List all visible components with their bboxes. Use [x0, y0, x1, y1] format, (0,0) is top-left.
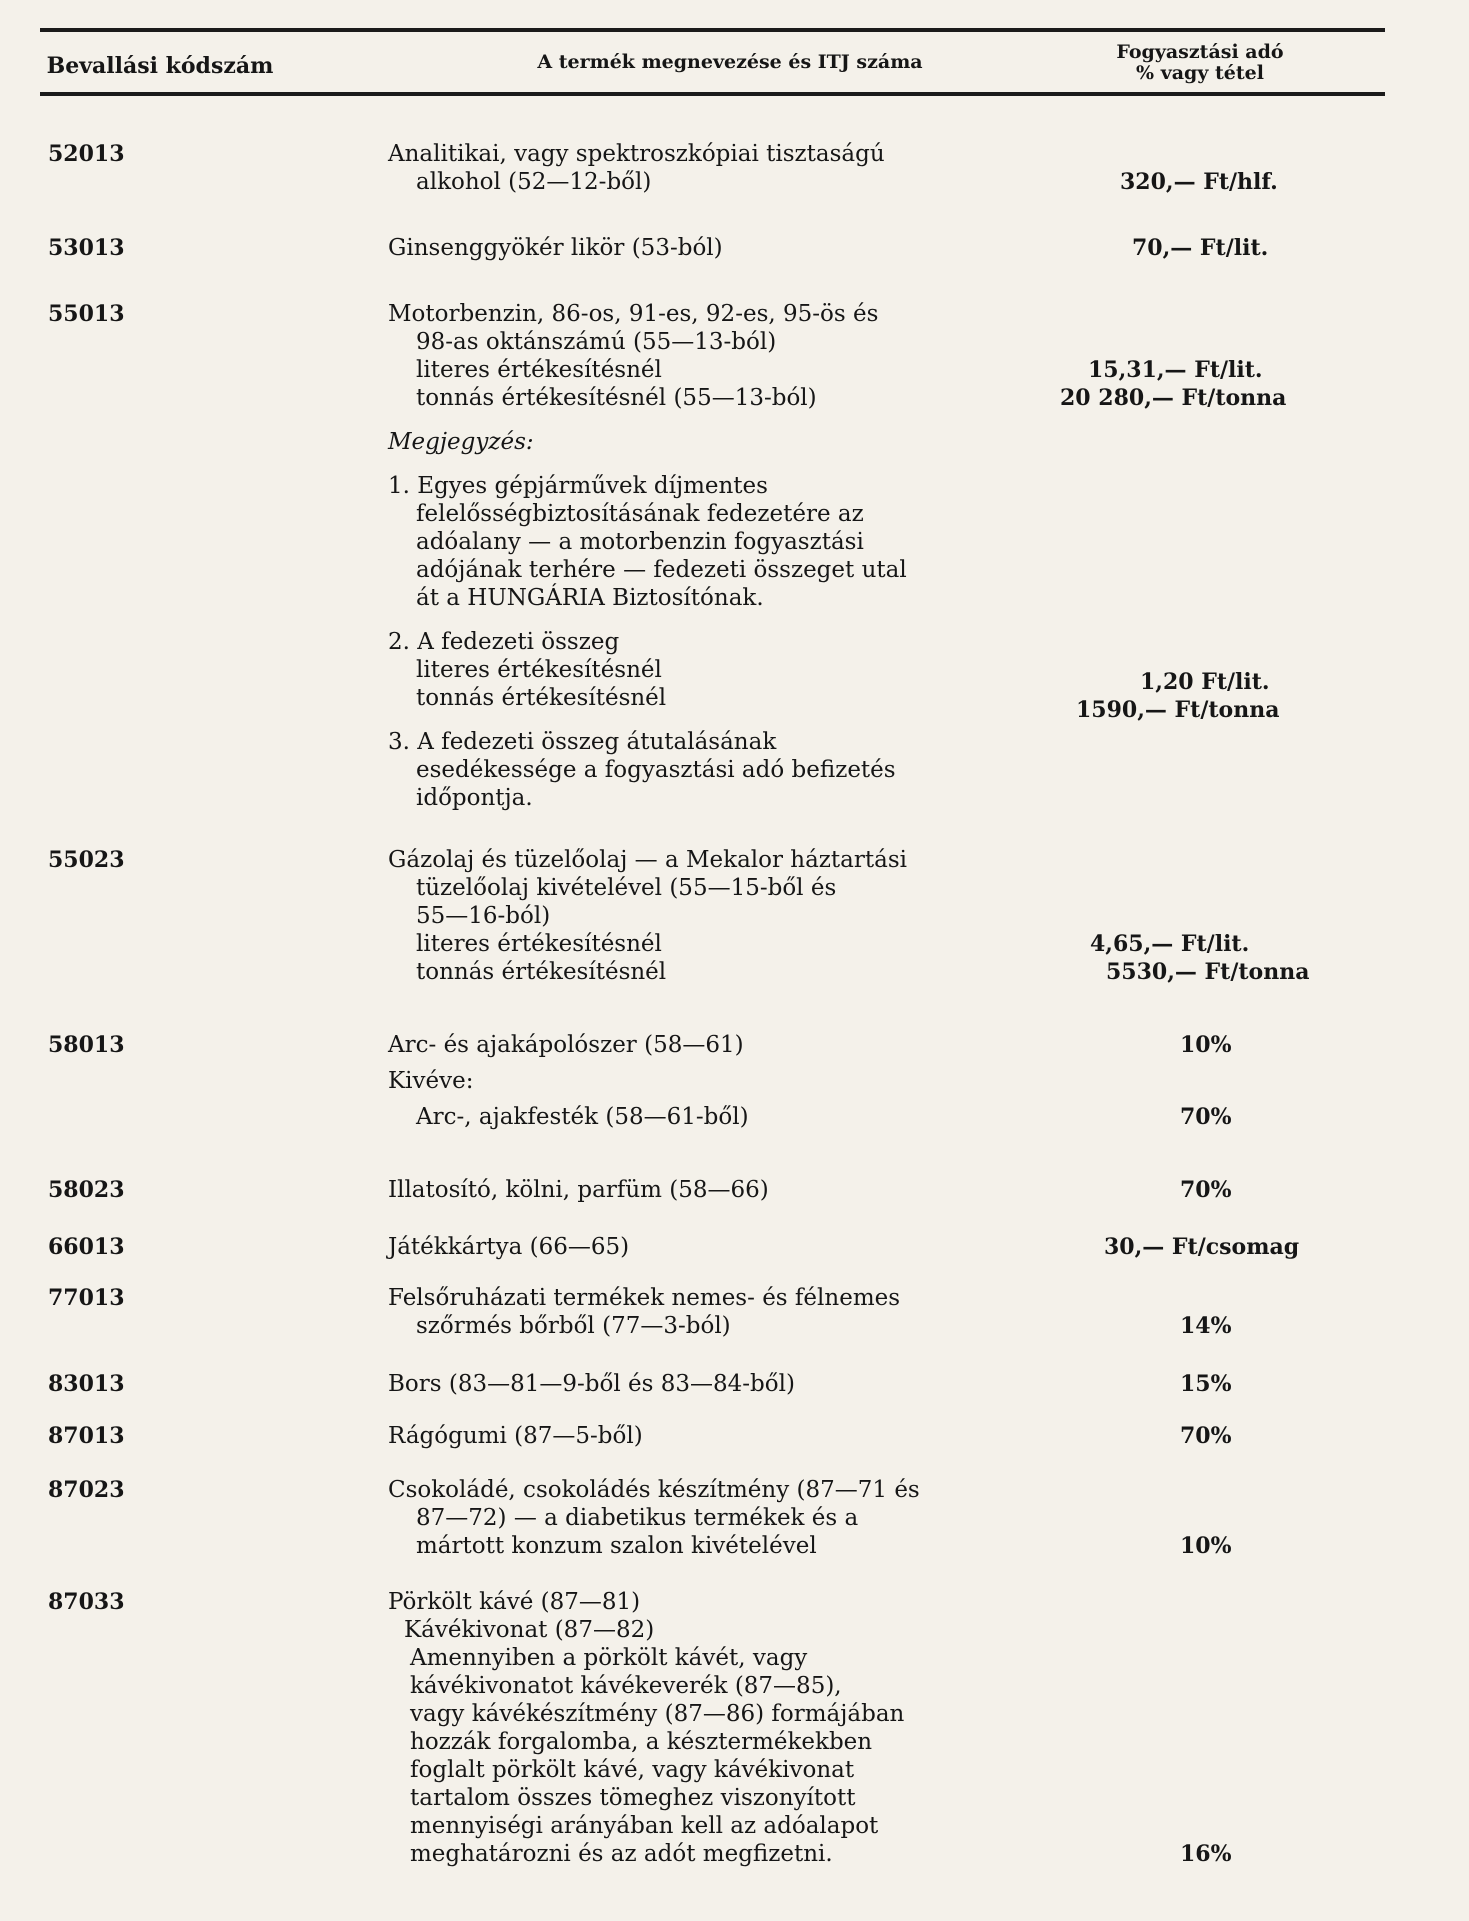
- note-line: át a HUNGÁRIA Biztosítónak.: [416, 585, 764, 611]
- row-tax: [1060, 1422, 1360, 1450]
- tax-value: [1060, 1284, 1360, 1312]
- header-tax: [1080, 42, 1320, 84]
- note-line: literes értékesítésnél: [416, 657, 662, 683]
- desc-line: tartalom összes tömeghez viszonyított: [410, 1785, 856, 1811]
- note-line: tonnás értékesítésnél: [416, 685, 667, 711]
- tax-value: [1060, 1812, 1360, 1840]
- tax-value: 5530,— Ft/tonna: [1106, 959, 1310, 985]
- desc-line: Gázolaj és tüzelőolaj — a Mekalor háztartási: [388, 847, 907, 873]
- note-tax: [1060, 640, 1360, 724]
- desc-line: tonnás értékesítésnél: [416, 959, 667, 985]
- row-code: 87023: [48, 1477, 125, 1503]
- desc-line: literes értékesítésnél: [416, 357, 662, 383]
- tax-value: 4,65,— Ft/lit.: [1090, 931, 1250, 957]
- row-tax: [1060, 1284, 1360, 1340]
- tax-value: [1060, 328, 1360, 356]
- tax-value: [1060, 874, 1360, 902]
- desc-line: Ginsenggyökér likör (53-ból): [388, 235, 723, 261]
- tax-value: [1060, 640, 1360, 668]
- note-title: Megjegyzés:: [388, 429, 534, 455]
- tax-value: 10%: [1180, 1032, 1232, 1058]
- row-description: [388, 1422, 1028, 1450]
- desc-line: meghatározni és az adót megfizetni.: [410, 1841, 833, 1867]
- desc-line: tüzelőolaj kivételével (55—15-ből és: [416, 875, 837, 901]
- tax-value: [1060, 1672, 1360, 1700]
- desc-line: vagy kávékészítmény (87—86) formájában: [410, 1701, 905, 1727]
- row-tax: [1060, 300, 1360, 412]
- tax-value: [1060, 300, 1360, 328]
- row-description: [388, 300, 1028, 812]
- tax-value: 70%: [1180, 1104, 1232, 1130]
- tax-value: 320,— Ft/hlf.: [1120, 169, 1278, 195]
- tax-value: [1060, 1700, 1360, 1728]
- desc-line: szőrmés bőrből (77—3-ból): [416, 1313, 731, 1339]
- note-line: 1. Egyes gépjárművek díjmentes: [388, 473, 768, 499]
- row-code: 55013: [48, 301, 125, 327]
- tax-value: [1060, 1588, 1360, 1616]
- row-code: 87013: [48, 1423, 125, 1449]
- row-tax: [1060, 1176, 1360, 1204]
- row-code: 87033: [48, 1589, 125, 1615]
- tax-value: 10%: [1180, 1533, 1232, 1559]
- desc-line: hozzák forgalomba, a késztermékekben: [410, 1729, 873, 1755]
- tax-value: 1590,— Ft/tonna: [1076, 697, 1280, 723]
- row-description: [388, 846, 1028, 986]
- note-line: esedékessége a fogyasztási adó befizetés: [416, 757, 896, 783]
- except-line: Arc-, ajakfesték (58—61-ből): [416, 1104, 749, 1130]
- tax-value: 70,— Ft/lit.: [1132, 235, 1269, 261]
- tax-value: [1060, 1476, 1360, 1504]
- desc-line: literes értékesítésnél: [416, 931, 662, 957]
- tax-value: 16%: [1180, 1841, 1232, 1867]
- desc-line: Motorbenzin, 86-os, 91-es, 92-es, 95-ös és: [388, 301, 879, 327]
- tax-value: 30,— Ft/csomag: [1104, 1234, 1300, 1260]
- row-tax: [1060, 234, 1360, 262]
- row-tax: [1060, 1476, 1360, 1560]
- tax-value: [1060, 1728, 1360, 1756]
- desc-line: Bors (83—81—9-ből és 83—84-ből): [388, 1371, 795, 1397]
- row-description: [388, 1476, 1028, 1560]
- row-description: [388, 1284, 1028, 1340]
- desc-line: 87—72) — a diabetikus termékek és a: [416, 1505, 859, 1531]
- note-line: adóalany — a motorbenzin fogyasztási: [416, 529, 864, 555]
- tax-value: [1060, 1756, 1360, 1784]
- header-rule: [40, 92, 1385, 96]
- row-code: 58023: [48, 1177, 125, 1203]
- tax-value: 15,31,— Ft/lit.: [1088, 357, 1263, 383]
- row-description: [388, 234, 1028, 262]
- tax-value: 1,20 Ft/lit.: [1140, 669, 1270, 695]
- row-tax: [1060, 1031, 1360, 1131]
- note-line: 2. A fedezeti összeg: [388, 629, 620, 655]
- tax-value: 70%: [1180, 1423, 1232, 1449]
- note-line: időpontja.: [416, 785, 533, 811]
- desc-line: alkohol (52—12-ből): [416, 169, 652, 195]
- row-description: [388, 1370, 1028, 1398]
- row-tax: [1060, 1233, 1360, 1261]
- tax-value: [1060, 902, 1360, 930]
- desc-line: 98-as oktánszámú (55—13-ból): [416, 329, 777, 355]
- tax-value: 20 280,— Ft/tonna: [1060, 385, 1287, 411]
- desc-line: Rágógumi (87—5-ből): [388, 1423, 643, 1449]
- tax-value: [1060, 1616, 1360, 1644]
- tax-value: [1060, 1784, 1360, 1812]
- desc-line: mártott konzum szalon kivételével: [416, 1533, 817, 1559]
- row-description: [388, 1588, 1028, 1868]
- row-description: [388, 1176, 1028, 1204]
- row-code: 66013: [48, 1234, 125, 1260]
- desc-line: Felsőruházati termékek nemes- és félnemes: [388, 1285, 901, 1311]
- desc-line: kávékivonatot kávékeverék (87—85),: [410, 1673, 842, 1699]
- row-code: 52013: [48, 141, 125, 167]
- row-code: 55023: [48, 847, 125, 873]
- tax-value: [1060, 1504, 1360, 1532]
- row-description: [388, 140, 1028, 196]
- note-line: adójának terhére — fedezeti összeget utal: [416, 557, 907, 583]
- row-description: [388, 1233, 1028, 1261]
- desc-line: 55—16-ból): [416, 903, 551, 929]
- desc-line: Analitikai, vagy spektroszkópiai tisztaságú: [388, 141, 885, 167]
- row-tax: [1060, 1588, 1360, 1868]
- header-name: A termék megnevezése és ITJ száma: [537, 51, 923, 73]
- desc-line: Pörkölt kávé (87—81): [388, 1589, 641, 1615]
- header-tax-line1: Fogyasztási adó: [1116, 41, 1284, 63]
- tax-value: 14%: [1180, 1313, 1232, 1339]
- tax-value: 70%: [1180, 1177, 1232, 1203]
- row-code: 53013: [48, 235, 125, 261]
- tax-value: [1060, 1644, 1360, 1672]
- top-rule: [40, 28, 1385, 32]
- desc-line: Csokoládé, csokoládés készítmény (87—71 és: [388, 1477, 920, 1503]
- row-code: 77013: [48, 1285, 125, 1311]
- tax-value: [1060, 846, 1360, 874]
- desc-line: foglalt pörkölt kávé, vagy kávékivonat: [410, 1757, 855, 1783]
- note-line: felelősségbiztosításának fedezetére az: [416, 501, 864, 527]
- note-line: 3. A fedezeti összeg átutalásának: [388, 729, 777, 755]
- desc-line: tonnás értékesítésnél (55—13-ból): [416, 385, 817, 411]
- desc-line: Amennyiben a pörkölt kávét, vagy: [410, 1645, 808, 1671]
- desc-line: Arc- és ajakápolószer (58—61): [388, 1032, 744, 1058]
- row-tax: [1060, 140, 1360, 196]
- row-tax: [1060, 1370, 1360, 1398]
- desc-line: Illatosító, kölni, parfüm (58—66): [388, 1177, 769, 1203]
- tax-value: [1060, 140, 1360, 168]
- header-code: Bevallási kódszám: [46, 53, 274, 79]
- row-description: [388, 1031, 1028, 1131]
- row-tax: [1060, 846, 1360, 986]
- except-label: Kivéve:: [388, 1068, 474, 1094]
- tax-value: 15%: [1180, 1371, 1232, 1397]
- row-code: 83013: [48, 1371, 125, 1397]
- desc-line: Játékkártya (66—65): [388, 1234, 630, 1260]
- header-tax-line2: % vagy tétel: [1136, 62, 1264, 84]
- desc-line: mennyiségi arányában kell az adóalapot: [410, 1813, 879, 1839]
- row-code: 58013: [48, 1032, 125, 1058]
- desc-line: Kávékivonat (87—82): [404, 1617, 655, 1643]
